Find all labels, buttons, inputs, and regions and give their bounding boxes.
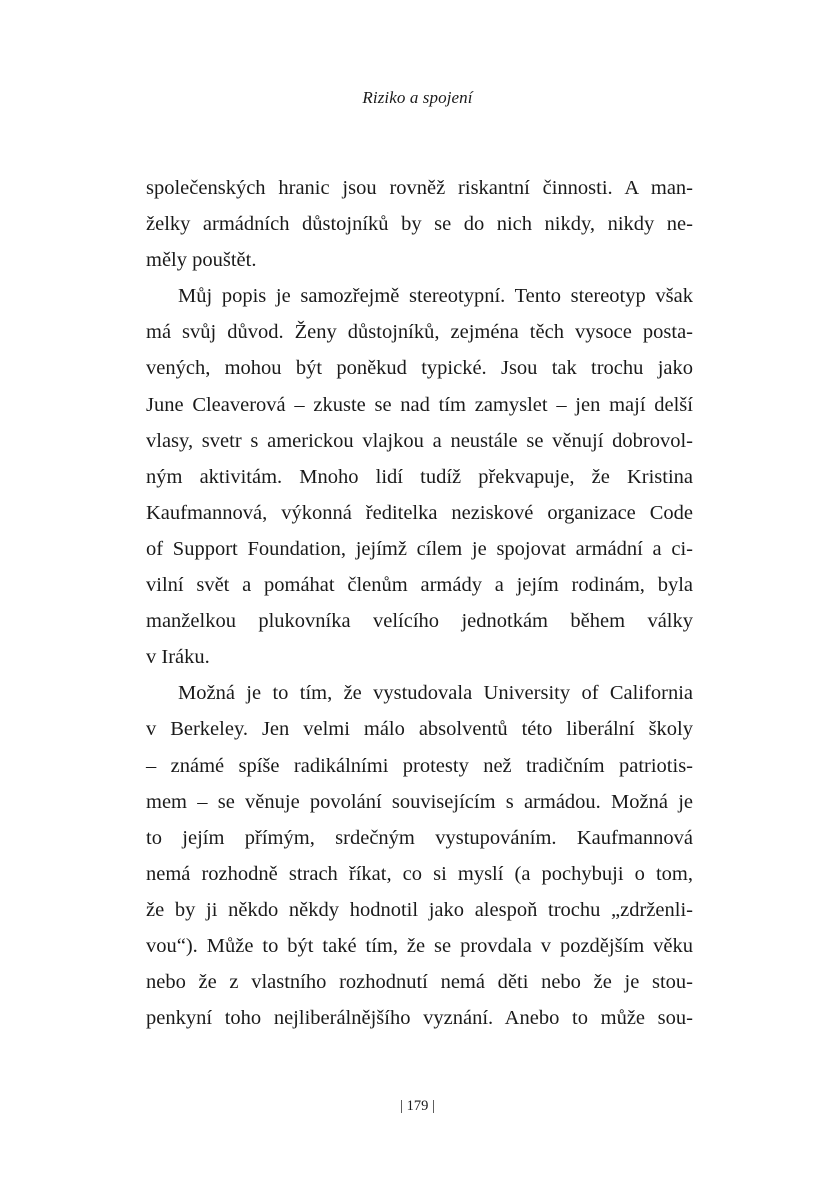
running-head: Riziko a spojení — [362, 88, 473, 107]
text-line: manželkou plukovníka velícího jednotkám během války — [146, 610, 693, 633]
text-line: penkyní toho nejliberálnějšího vyznání. Anebo to může sou- — [146, 1007, 693, 1030]
text-line: nemá rozhodně strach říkat, co si myslí (a pochybuji o tom, — [146, 862, 693, 885]
text-line: vilní svět a pomáhat členům armády a jejím rodinám, byla — [146, 574, 693, 597]
text-line: nebo že z vlastního rozhodnutí nemá děti nebo že je stou- — [146, 971, 693, 994]
text-line: vlasy, svetr s americkou vlajkou a neustále se věnují dobrovol- — [146, 429, 693, 452]
text-line: ným aktivitám. Mnoho lidí tudíž překvapuje, že Kristina — [146, 465, 693, 488]
text-line: měly pouštět. — [146, 249, 257, 272]
text-line: – známé spíše radikálními protesty než tradičním patriotis- — [146, 754, 693, 777]
text-line: Kaufmannová, výkonná ředitelka neziskové organizace Code — [146, 501, 693, 524]
text-line: of Support Foundation, jejímž cílem je spojovat armádní a ci- — [146, 537, 693, 560]
text-line: Možná je to tím, že vystudovala University of California — [178, 682, 693, 705]
text-line: mem – se věnuje povolání souvisejícím s armádou. Možná je — [146, 790, 693, 813]
page-number: | 179 | — [400, 1098, 435, 1114]
text-line: June Cleaverová – zkuste se nad tím zamyslet – jen mají delší — [146, 393, 693, 416]
text-line: Můj popis je samozřejmě stereotypní. Tento stereotyp však — [178, 285, 693, 308]
text-line: želky armádních důstojníků by se do nich nikdy, nikdy ne- — [146, 213, 693, 236]
text-line: má svůj důvod. Ženy důstojníků, zejména těch vysoce posta- — [146, 321, 693, 344]
body-text — [146, 170, 693, 1036]
text-line: že by ji někdo někdy hodnotil jako alespoň trochu „zdrženli- — [146, 898, 693, 921]
text-line: vených, mohou být poněkud typické. Jsou tak trochu jako — [146, 357, 693, 380]
text-line: společenských hranic jsou rovněž riskantní činnosti. A man- — [146, 177, 693, 199]
text-line: v Iráku. — [146, 646, 210, 669]
text-line: to jejím přímým, srdečným vystupováním. Kaufmannová — [146, 826, 693, 849]
text-line: v Berkeley. Jen velmi málo absolventů této liberální školy — [146, 718, 693, 741]
text-line: vou“). Může to být také tím, že se provdala v pozdějším věku — [146, 934, 693, 957]
